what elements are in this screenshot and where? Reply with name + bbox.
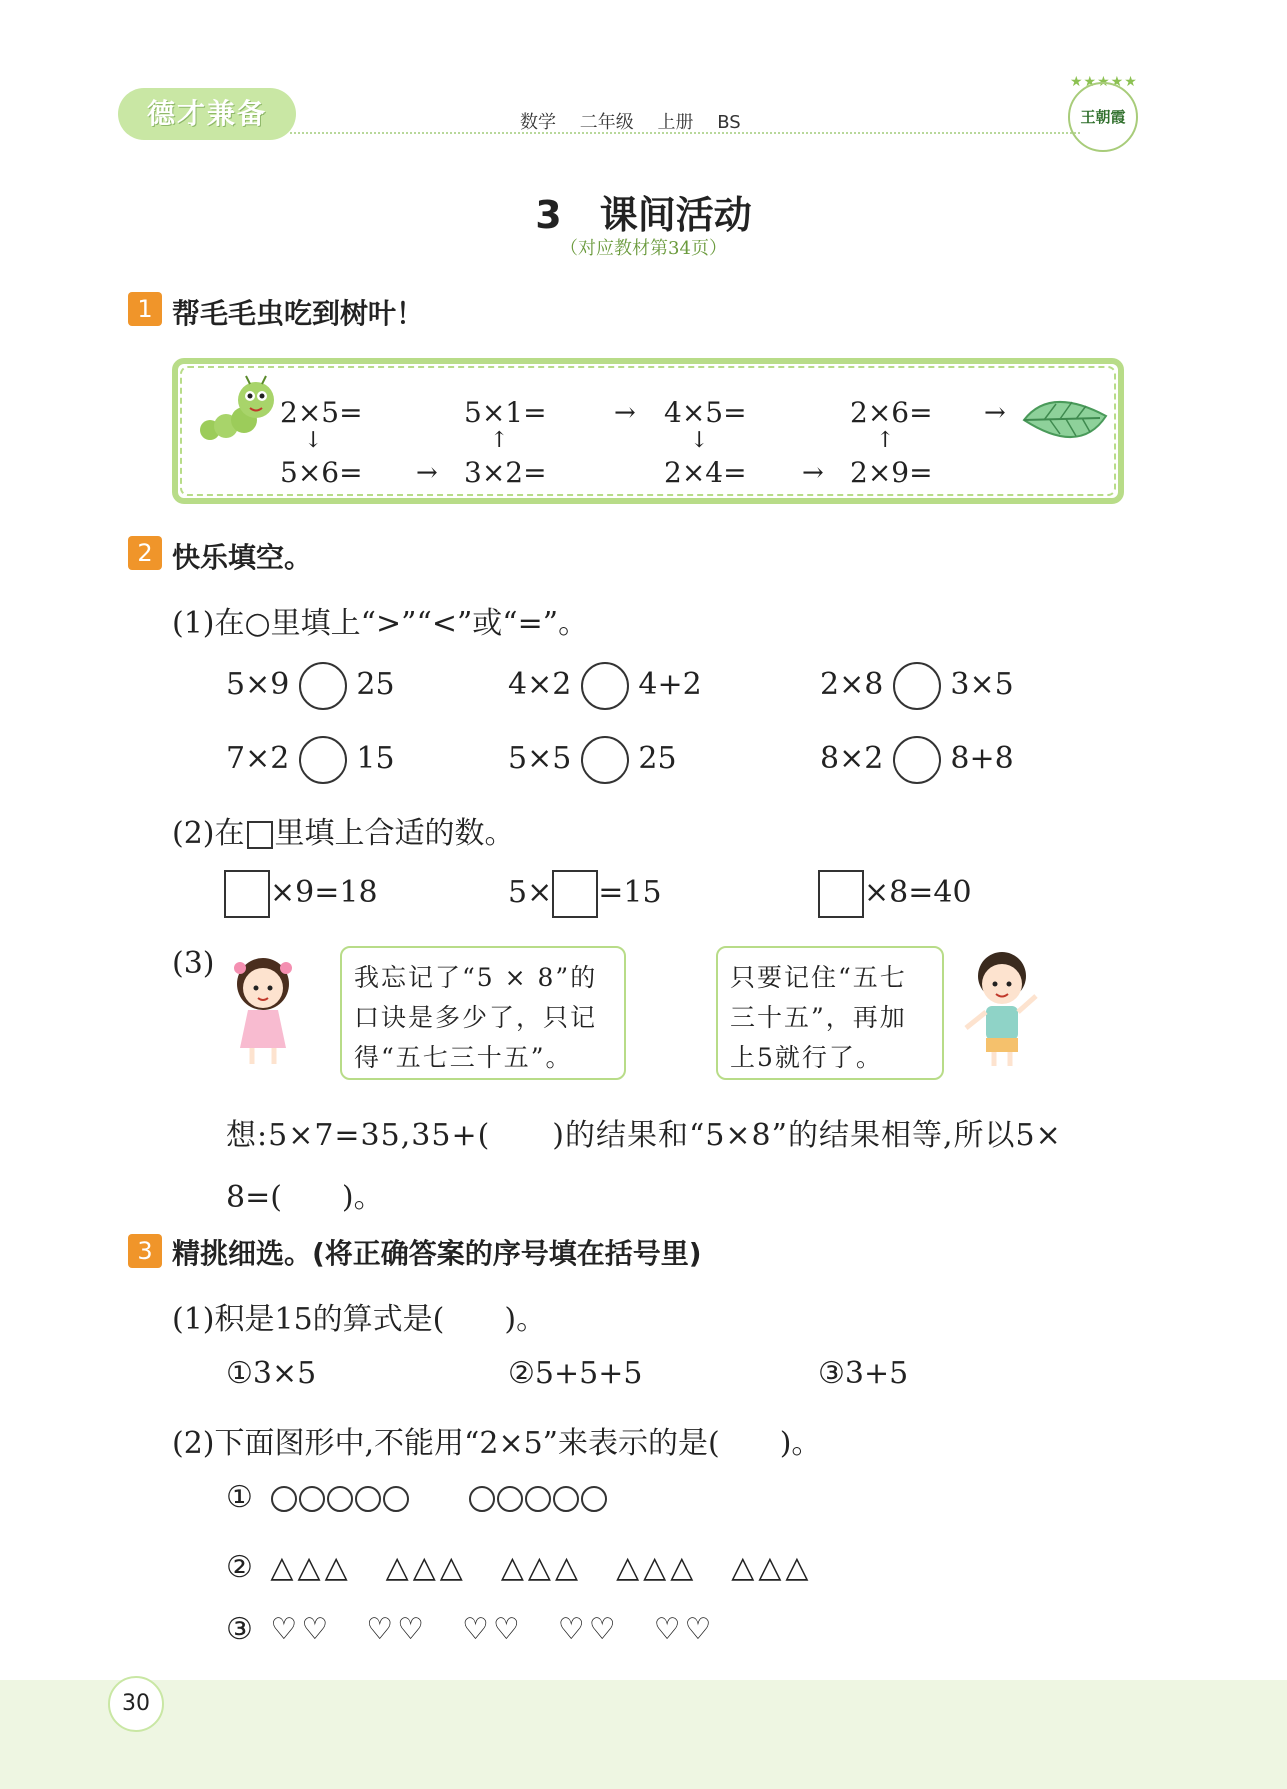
page-number: 30 (108, 1676, 164, 1732)
question-2-number: 2 (128, 536, 162, 570)
footer-band (0, 1680, 1287, 1789)
question-1-number: 1 (128, 292, 162, 326)
bubble-line: 只要记住“五七 (730, 963, 907, 992)
answer-circle[interactable] (299, 662, 347, 710)
circle-icon (271, 1486, 297, 1512)
fill-expression: ×8=40 (864, 875, 972, 910)
up-arrow-icon: ↑ (490, 428, 509, 453)
compare-item (226, 736, 395, 784)
right-arrow-icon: → (614, 398, 636, 428)
down-arrow-icon: ↓ (690, 428, 709, 453)
compare-right: 4+2 (638, 667, 702, 702)
fill-item (508, 870, 662, 918)
compare-right: 3×5 (950, 667, 1014, 702)
square-icon (247, 821, 273, 849)
question-3-title: 精挑细选。(将正确答案的序号填在括号里) (172, 1237, 702, 1270)
q2-part2-label (172, 808, 515, 852)
answer-circle[interactable] (893, 662, 941, 710)
seal-logo: 王朝霞 (1068, 82, 1138, 152)
think-line-2: 8=( )。 (226, 1180, 384, 1215)
q2-part3-label: (3) (172, 946, 215, 981)
option-2: ②5+5+5 (508, 1356, 643, 1391)
compare-item (226, 662, 395, 710)
bubble-line: 得“五七三十五”。 (354, 1043, 573, 1072)
fill-expression: 5× (508, 875, 553, 910)
answer-box[interactable] (552, 870, 598, 918)
answer-box[interactable] (818, 870, 864, 918)
boy-illustration (956, 946, 1052, 1068)
compare-left: 5×5 (508, 741, 572, 776)
path-cell-2: 5×1= (464, 396, 547, 429)
path-cell-5: 5×6= (280, 456, 363, 489)
compare-right: 25 (638, 741, 677, 776)
right-arrow-icon: → (802, 458, 824, 488)
compare-item (508, 736, 677, 784)
right-arrow-icon: → (416, 458, 438, 488)
compare-right: 8+8 (950, 741, 1014, 776)
answer-circle[interactable] (581, 662, 629, 710)
header-meta (520, 108, 759, 134)
compare-right: 25 (356, 667, 395, 702)
bubble-line: 我忘记了“5 × 8”的 (354, 963, 598, 992)
option-hearts: ③ ♡♡ ♡♡ ♡♡ ♡♡ ♡♡ (226, 1612, 716, 1647)
compare-left: 4×2 (508, 667, 572, 702)
page-title: 3 课间活动 (535, 193, 752, 237)
path-cell-3: 4×5= (664, 396, 747, 429)
header-edition: BS (717, 112, 741, 133)
circle-icon (327, 1486, 353, 1512)
header-grade: 二年级 (579, 112, 634, 133)
path-cell-1: 2×5= (280, 396, 363, 429)
girl-illustration (218, 948, 308, 1068)
compare-left: 7×2 (226, 741, 290, 776)
header-volume: 上册 (657, 112, 694, 133)
path-cell-7: 2×4= (664, 456, 747, 489)
compare-left: 8×2 (820, 741, 884, 776)
q3-part2-label: (2)下面图形中,不能用“2×5”来表示的是( )。 (172, 1426, 822, 1461)
compare-item (820, 662, 1014, 710)
label-text: 里填上合适的数。 (274, 816, 515, 851)
compare-right: 15 (356, 741, 395, 776)
path-cell-6: 3×2= (464, 456, 547, 489)
circle-icon (355, 1486, 381, 1512)
answer-box[interactable] (224, 870, 270, 918)
question-3-number: 3 (128, 1234, 162, 1268)
option-circles (226, 1480, 608, 1515)
circle-icon (497, 1486, 523, 1512)
bubble-line: 三十五”，再加 (730, 1003, 907, 1032)
question-1-title: 帮毛毛虫吃到树叶！ (172, 297, 425, 330)
circle-icon (553, 1486, 579, 1512)
fill-expression: =15 (598, 875, 662, 910)
compare-item (508, 662, 702, 710)
q3-part1-label: (1)积是15的算式是( )。 (172, 1302, 547, 1337)
path-cell-8: 2×9= (850, 456, 933, 489)
bubble-line: 上5就行了。 (730, 1043, 883, 1072)
header-subject: 数学 (520, 112, 556, 133)
compare-item (820, 736, 1014, 784)
star-icons: ★★★★★ (1070, 74, 1138, 90)
answer-circle[interactable] (299, 736, 347, 784)
path-cell-4: 2×6= (850, 396, 933, 429)
leaf-icon (1020, 386, 1110, 454)
circle-icon (469, 1486, 495, 1512)
option-mark: ① (226, 1480, 257, 1515)
fill-item (224, 870, 378, 918)
fill-expression: ×9=18 (270, 875, 378, 910)
option-3: ③3+5 (818, 1356, 909, 1391)
q2-part1-label: (1)在○里填上“>”“<”或“=”。 (172, 606, 589, 641)
compare-left: 2×8 (820, 667, 884, 702)
girl-speech-bubble (340, 946, 626, 1080)
page-subtitle: （对应教材第34页） (560, 238, 727, 259)
brand-logo: 德才兼备 (118, 88, 296, 140)
fill-item (818, 870, 972, 918)
label-text: (2)在 (172, 816, 245, 851)
circle-icon (383, 1486, 409, 1512)
think-line-1: 想:5×7=35,35+( )的结果和“5×8”的结果相等,所以5× (226, 1118, 1062, 1153)
answer-circle[interactable] (581, 736, 629, 784)
circle-icon (525, 1486, 551, 1512)
circle-icon (581, 1486, 607, 1512)
option-triangles: ② △△△ △△△ △△△ △△△ △△△ (226, 1550, 813, 1585)
up-arrow-icon: ↑ (876, 428, 895, 453)
compare-left: 5×9 (226, 667, 290, 702)
circle-icon (299, 1486, 325, 1512)
boy-speech-bubble (716, 946, 944, 1080)
down-arrow-icon: ↓ (304, 428, 323, 453)
option-1: ①3×5 (226, 1356, 317, 1391)
question-2-title: 快乐填空。 (172, 541, 313, 574)
answer-circle[interactable] (893, 736, 941, 784)
right-arrow-icon: → (984, 398, 1006, 428)
bubble-line: 口诀是多少了，只记 (354, 1003, 598, 1032)
caterpillar-icon (196, 374, 276, 448)
